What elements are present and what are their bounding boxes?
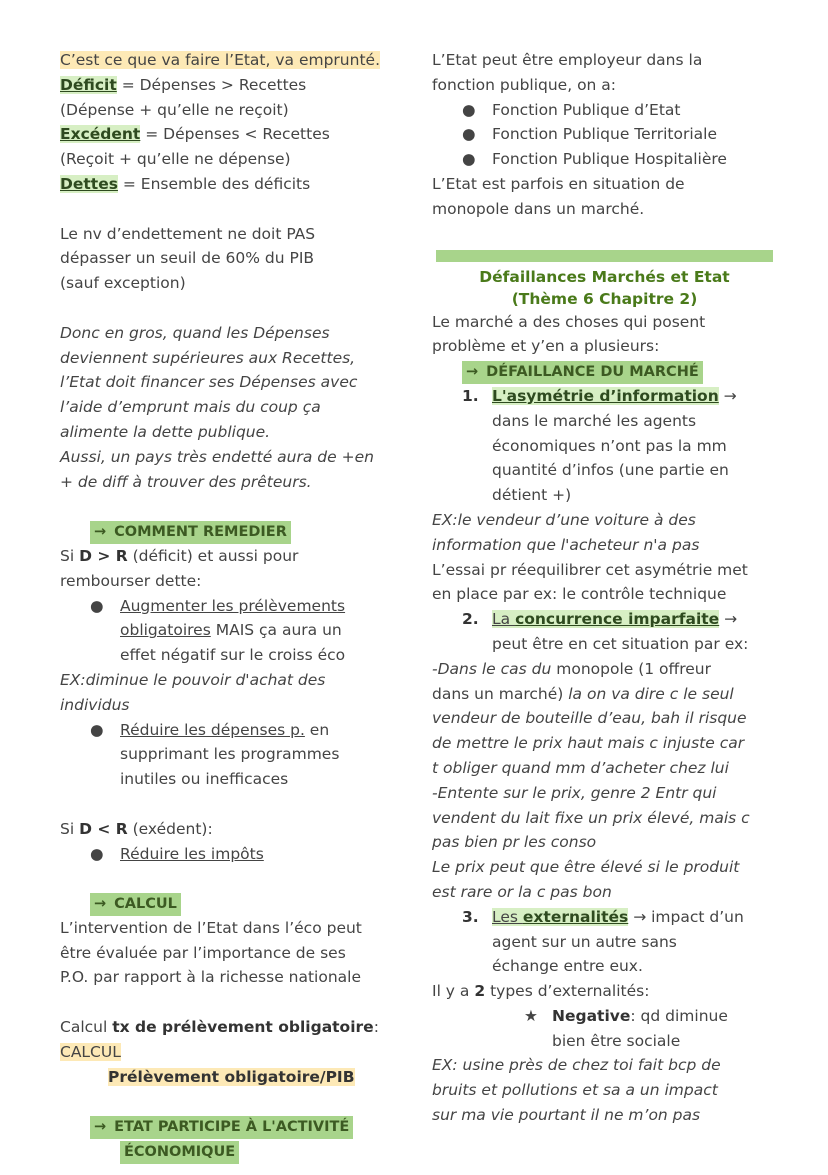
- si-deficit-line-2: rembourser dette:: [60, 571, 202, 590]
- section-title: Défaillances Marchés et Etat: [479, 267, 730, 286]
- bullet-icon: ●: [90, 596, 104, 615]
- list-item: 2. La concurrence imparfaite →: [462, 610, 738, 629]
- bullet-icon: ●: [90, 720, 104, 739]
- summary-line-7: + de diff à trouver des prêteurs.: [60, 472, 312, 491]
- summary-line-4: l’aide d’emprunt mais du coup ça: [60, 398, 321, 417]
- arrow-right-icon: →: [94, 1119, 107, 1136]
- debt-limit-line-1: Le nv d’endettement ne doit PAS: [60, 224, 316, 243]
- summary-line-1: Donc en gros, quand les Dépenses: [60, 323, 330, 342]
- deficit-note: (Dépense + qu’elle ne reçoit): [60, 100, 289, 119]
- excedent-term: Excédent: [60, 125, 141, 144]
- calc-label: CALCUL: [60, 1042, 121, 1061]
- heading-defaillance: → DÉFAILLANCE DU MARCHÉ: [432, 359, 777, 384]
- heading-etat-participe: → ETAT PARTICIPE À L'ACTIVITÉ: [60, 1114, 412, 1139]
- heading-comment-remedier: → COMMENT REMEDIER: [60, 519, 412, 544]
- deficit-term: Déficit: [60, 75, 117, 94]
- excedent-definition: Excédent = Dépenses < Recettes: [60, 125, 330, 144]
- arrow-right-icon: →: [94, 896, 107, 913]
- debt-limit-line-3: (sauf exception): [60, 274, 186, 293]
- si-deficit-line: Si D > R (déficit) et aussi pour: [60, 546, 299, 565]
- summary-line-2: deviennent supérieures aux Recettes,: [60, 348, 356, 367]
- list-item: ● Augmenter les prélèvements: [60, 594, 412, 619]
- heading-calcul: → CALCUL: [60, 891, 412, 916]
- calc-formula: Prélèvement obligatoire/PIB: [108, 1067, 355, 1086]
- list-item: ★ Negative: qd diminue: [432, 1004, 777, 1029]
- si-excedent-line: Si D < R (exédent):: [60, 819, 213, 838]
- bullet-icon: ●: [462, 100, 476, 119]
- arrow-right-icon: →: [94, 524, 107, 541]
- section-divider: [436, 250, 773, 262]
- summary-line-5: alimente la dette publique.: [60, 422, 271, 441]
- bullet-icon: ●: [90, 844, 104, 863]
- deficit-definition: Déficit = Dépenses > Recettes: [60, 75, 307, 94]
- calc-line: Calcul tx de prélèvement obligatoire:: [60, 1018, 379, 1037]
- list-item: 3. Les externalités → impact d’un: [462, 907, 744, 926]
- list-item: ● Fonction Publique Hospitalière: [432, 147, 777, 172]
- arrow-right-icon: →: [466, 364, 479, 381]
- excedent-note: (Reçoit + qu’elle ne dépense): [60, 150, 291, 169]
- intro-line: C’est ce que va faire l’Etat, va emprunté.: [60, 51, 380, 69]
- list-item: ● Fonction Publique Territoriale: [432, 122, 777, 147]
- example-line-1: EX:diminue le pouvoir d'achat des: [60, 670, 326, 689]
- right-column: L’Etat peut être employeur dans la fonction publique, on a: ● Fonction Publique d’Etat ● Fonction Publique Territoriale ● Fonction Publique Hospitalière L’Etat est parfois en situation de monopole dans un marché. Défaillances Marchés et Etat (Thème 6 Chapitre 2) Le marché a des choses qui posent problème et y’en a plusieurs: → DÉFAILLANCE DU MARCHÉ 1. L'asymétrie d’information → dans le marché les agents économiques n’ont pas la mm quantité d’infos (une partie en détient +) EX:le vendeur d’une voiture à des information que l'acheteur n'a pas L’essai pr réequilibrer cet asymétrie met en place par ex: le contrôle technique 2. La concurrence imparfaite → peut être en cet situation par ex: -Dans le cas du monopole (1 offreur dans un marché) la on va dire c le seul vendeur de bouteille d’eau, bah il risque de mettre le prix haut mais c injuste car t obliger quand mm d’acheter chez lui -Entente sur le prix, genre 2 Entr qui vendent du lait fixe un prix élevé, mais c pas bien pr les conso Le prix peut que être élevé si le produit est rare or la c pas bon 3. Les externalités → impact d’un agent sur un autre sans échange entre eux. Il y a 2 types d’externalités: ★ Negative: qd diminue bien être sociale EX: usine près de chez toi fait bcp de bruits et pollutions et sa a un impact sur ma vie pourtant il ne m’on pas: [432, 48, 777, 1128]
- bullet-icon: ●: [462, 150, 476, 169]
- list-item: 1. L'asymétrie d’information →: [462, 386, 737, 405]
- example-line-2: individus: [60, 695, 130, 714]
- bullet-icon: ●: [462, 125, 476, 144]
- dettes-definition: Dettes = Ensemble des déficits: [60, 174, 311, 193]
- dettes-term: Dettes: [60, 174, 118, 193]
- list-item: ● Réduire les dépenses p. en: [60, 718, 412, 743]
- debt-limit-line-2: dépasser un seuil de 60% du PIB: [60, 249, 315, 268]
- summary-line-6: Aussi, un pays très endetté aura de +en: [60, 447, 374, 466]
- list-item: ● Fonction Publique d’Etat: [432, 98, 777, 123]
- left-column: C’est ce que va faire l’Etat, va emprunté. Déficit = Dépenses > Recettes (Dépense + qu’elle ne reçoit) Excédent = Dépenses < Recettes (Reçoit + qu’elle ne dépense) Dettes = Ensemble des déficits Le nv d’endettement ne doit PAS dépasser un seuil de 60% du PIB (sauf exception) Donc en gros, quand les Dépenses deviennent supérieures aux Recettes, l’Etat doit financer ses Dépenses avec l’aide d’emprunt mais du coup ça alimente la dette publique. Aussi, un pays très endetté aura de +en + de diff à trouver des prêteurs. → COMMENT REMEDIER Si D > R (déficit) et aussi pour rembourser dette: ● Augmenter les prélèvements obligatoires MAIS ça aura un effet négatif sur le croiss éco EX:diminue le pouvoir d'achat des individus ● Réduire les dépenses p. en supprimant les programmes inutiles ou inefficaces Si D < R (exédent): ● Réduire les impôts → CALCUL L’intervention de l’Etat dans l’éco peut être évaluée par l’importance de ses P.O. par rapport à la richesse nationale Calcul tx de prélèvement obligatoire: CALCUL Prélèvement obligatoire/PIB → ETAT PARTICIPE À L'ACTIVITÉ ÉCONOMIQUE: [60, 48, 412, 1164]
- star-icon: ★: [524, 1006, 538, 1025]
- summary-line-3: l’Etat doit financer ses Dépenses avec: [60, 373, 358, 392]
- list-item: ● Réduire les impôts: [60, 842, 412, 867]
- section-subtitle: (Thème 6 Chapitre 2): [511, 289, 698, 308]
